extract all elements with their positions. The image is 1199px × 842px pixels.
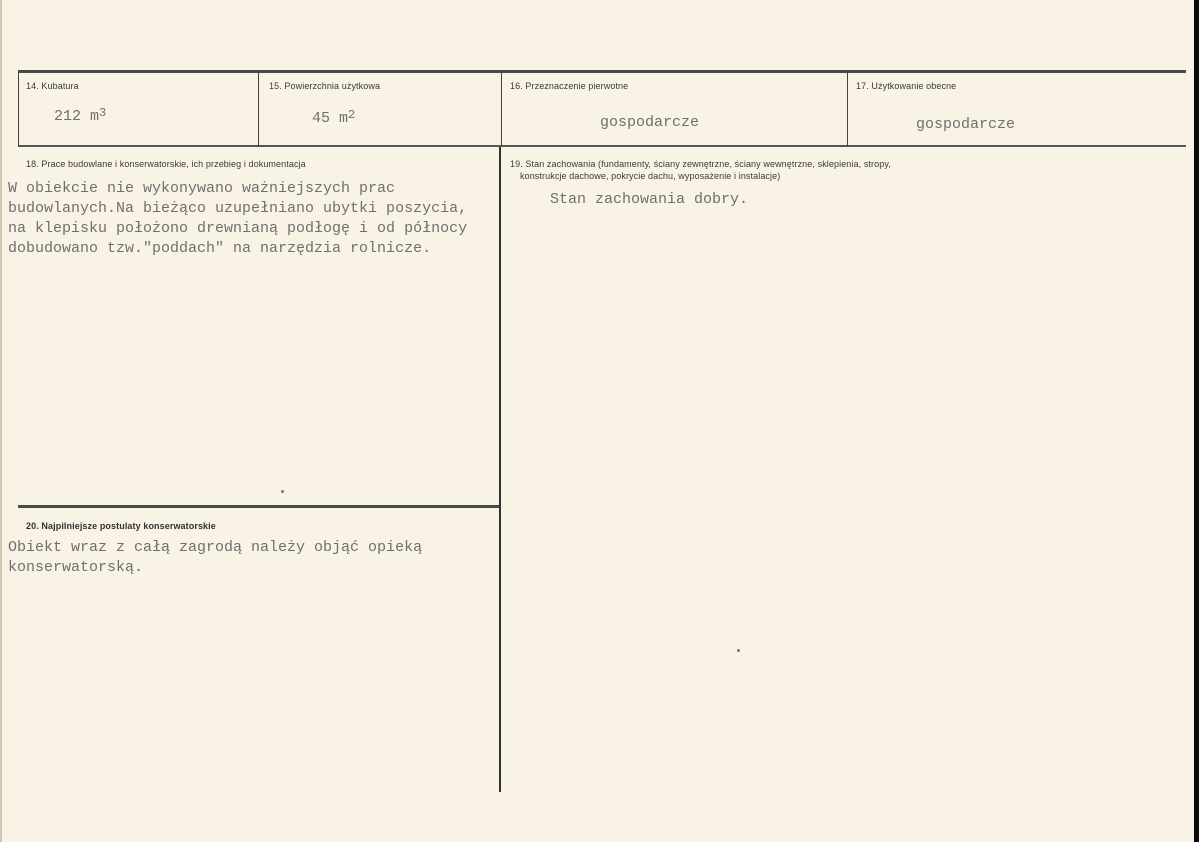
field-19-label-line-2: konstrukcje dachowe, pokrycie dachu, wyposażenie i instalacje) — [520, 171, 781, 181]
field-18-line-3: na klepisku położono drewnianą podłogę i od północy — [8, 220, 468, 237]
paper-speck — [737, 649, 740, 652]
card-edge-left — [0, 0, 2, 842]
field-17-label: 17. Użytkowanie obecne — [856, 81, 957, 91]
field-17-value: gospodarcze — [916, 116, 1016, 133]
divider-16-17 — [847, 72, 848, 146]
field-14-label: 14. Kubatura — [26, 81, 79, 91]
main-column-divider — [499, 147, 501, 792]
field-14-value: 212 $m^3$ — [54, 106, 107, 125]
paper-speck — [281, 490, 284, 493]
field-16-value: gospodarcze — [600, 114, 700, 131]
field-15-exponent: 2 — [348, 108, 356, 122]
field-18-line-4: dobudowano tzw."poddach" na narzędzia rolnicze. — [8, 240, 432, 257]
field-19-label-line-1: 19. Stan zachowania (fundamenty, ściany zewnętrzne, ściany wewnętrzne, sklepienia, stropy, — [510, 159, 891, 169]
field-18-label: 18. Prace budowlane i konserwatorskie, ich przebieg i dokumentacja — [26, 159, 306, 169]
divider-15-16 — [501, 72, 502, 146]
field-16-label: 16. Przeznaczenie pierwotne — [510, 81, 629, 91]
field-14-exponent: 3 — [99, 106, 107, 120]
divider-14-15 — [258, 72, 259, 146]
section18-bottom-rule — [18, 505, 500, 508]
row1-bottom-rule — [18, 145, 1186, 147]
field-18-line-1: W obiekcie nie wykonywano ważniejszych prac — [8, 180, 396, 197]
field-15-label: 15. Powierzchnia użytkowa — [269, 81, 381, 91]
left-border-row1 — [18, 72, 19, 146]
field-18-line-2: budowlanych.Na bieżąco uzupełniano ubytki poszycia, — [8, 200, 468, 217]
card-edge-right — [1194, 0, 1199, 842]
field-15-value: 45 $m^2$ — [312, 108, 356, 127]
field-20-line-1: Obiekt wraz z całą zagrodą należy objąć opieką — [8, 539, 423, 556]
field-20-label: 20. Najpilniejsze postulaty konserwatorskie — [26, 521, 216, 531]
field-19-value: Stan zachowania dobry. — [550, 191, 749, 208]
top-rule — [18, 70, 1186, 73]
field-20-line-2: konserwatorską. — [8, 559, 144, 576]
